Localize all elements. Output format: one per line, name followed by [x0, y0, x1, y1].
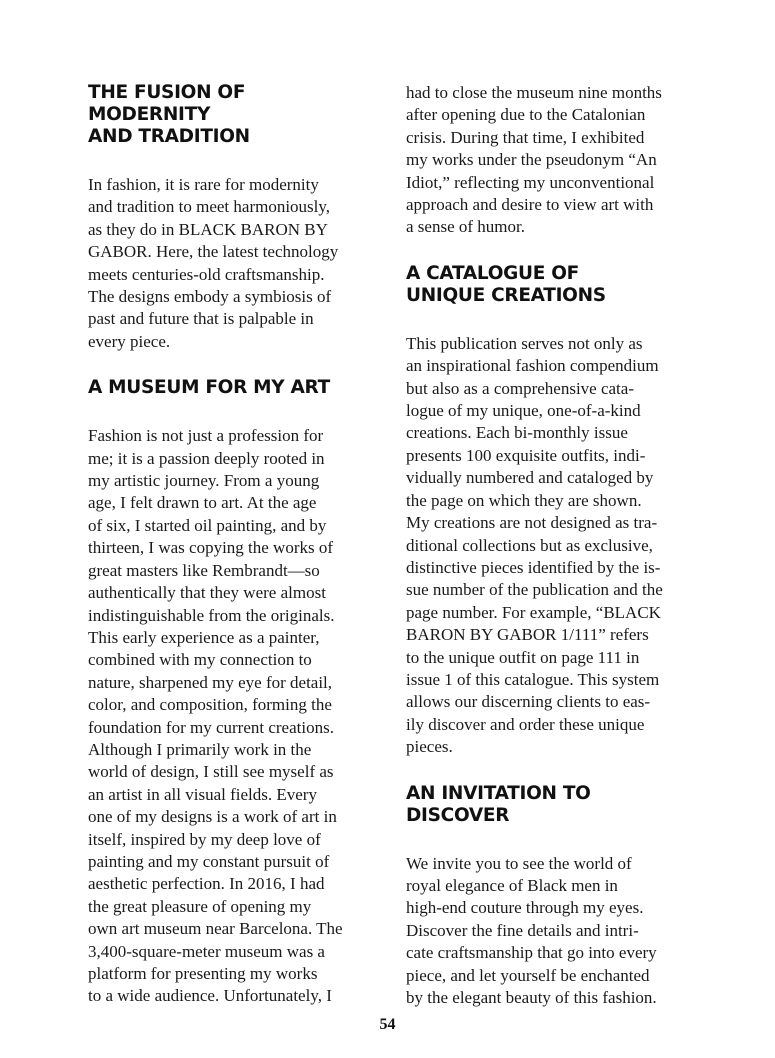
section-heading-invitation: AN INVITATION TO DISCOVER — [406, 782, 591, 826]
text-line: the page on which they are shown. — [406, 490, 642, 510]
text-line: every piece. — [88, 331, 171, 351]
text-line: 3,400-square-meter museum was a — [88, 941, 325, 961]
text-line: nature, sharpened my eye for detail, — [88, 672, 333, 692]
text-line: ily discover and order these unique — [406, 714, 645, 734]
text-line: great masters like Rembrandt—so — [88, 560, 320, 580]
text-line: GABOR. Here, the latest technology — [88, 242, 339, 262]
section-heading-catalogue — [406, 263, 688, 307]
text-line: world of design, I still see myself as — [88, 762, 334, 782]
text-line: approach and desire to view art with — [406, 195, 654, 215]
section-heading-fusion — [88, 82, 370, 148]
text-line: Idiot,” reflecting my unconventional — [406, 172, 655, 192]
text-line: authentically that they were almost — [88, 583, 326, 603]
text-line: my artistic journey. From a young — [88, 471, 320, 491]
paragraph-invitation — [406, 853, 688, 1010]
text-line: allows our discerning clients to eas- — [406, 692, 651, 712]
paragraph-catalogue — [406, 333, 688, 759]
heading-line: AND TRADITION — [88, 126, 250, 147]
text-line: age, I felt drawn to art. At the age — [88, 493, 317, 513]
text-line: logue of my unique, one-of-a-kind — [406, 401, 641, 421]
text-line: piece, and let yourself be enchanted — [406, 965, 650, 985]
text-line: My creations are not designed as tra- — [406, 513, 658, 533]
text-line: distinctive pieces identified by the is- — [406, 557, 661, 577]
text-line: sue number of the publication and the — [406, 580, 663, 600]
text-line: to the unique outfit on page 111 in — [406, 647, 640, 667]
text-line: We invite you to see the world of — [406, 853, 632, 873]
text-line: In fashion, it is rare for modernity — [88, 175, 319, 194]
text-line: The designs embody a symbiosis of — [88, 287, 332, 307]
right-column — [406, 82, 688, 1009]
text-line: royal elegance of Black men in — [406, 875, 618, 895]
text-line: Fashion is not just a profession for — [88, 426, 324, 446]
heading-line: UNIQUE CREATIONS — [406, 284, 606, 306]
text-line: high-end couture through my eyes. — [406, 898, 644, 918]
text-line: color, and composition, forming the — [88, 695, 332, 715]
text-line: and tradition to meet harmoniously, — [88, 197, 331, 217]
text-line: one of my designs is a work of art in — [88, 807, 337, 827]
text-line: crisis. During that time, I exhibited — [406, 127, 645, 147]
text-line: Discover the fine details and intri- — [406, 920, 639, 940]
text-line: past and future that is palpable in — [88, 309, 314, 329]
text-line: my works under the pseudonym “An — [406, 150, 657, 170]
heading-line: A CATALOGUE OF — [406, 262, 580, 284]
text-line: ditional collections but as exclusive, — [406, 535, 653, 555]
section-heading-museum: A MUSEUM FOR MY ART — [88, 377, 330, 399]
text-line: but also as a comprehensive cata- — [406, 378, 634, 398]
text-line: platform for presenting my works — [88, 964, 318, 983]
text-line: of six, I started oil painting, and by — [88, 515, 327, 535]
text-line: combined with my connection to — [88, 650, 312, 670]
text-line: painting and my constant pursuit of — [88, 851, 330, 871]
text-line: page number. For example, “BLACK — [406, 602, 661, 622]
text-line: me; it is a passion deeply rooted in — [88, 448, 325, 468]
text-line: This early experience as a painter, — [88, 627, 320, 647]
text-line: itself, inspired by my deep love of — [88, 829, 321, 849]
text-line: Although I primarily work in the — [88, 739, 312, 759]
text-line: the great pleasure of opening my — [88, 896, 312, 916]
text-line: by the elegant beauty of this fashion. — [406, 988, 657, 1007]
text-line: issue 1 of this catalogue. This system — [406, 669, 660, 689]
text-line: meets centuries-old craftsmanship. — [88, 264, 325, 284]
text-line: This publication serves not only as — [406, 333, 643, 353]
text-line: BARON BY GABOR 1/111” refers — [406, 625, 649, 645]
text-line: a sense of humor. — [406, 217, 525, 237]
text-line: cate craftsmanship that go into every — [406, 943, 657, 963]
text-line: an inspirational fashion compendium — [406, 356, 659, 376]
text-line: to a wide audience. Unfortunately, I — [88, 986, 332, 1006]
paragraph-museum-continued — [406, 82, 688, 239]
text-line: thirteen, I was copying the works of — [88, 538, 334, 558]
text-line: vidually numbered and cataloged by — [406, 468, 654, 488]
text-line: as they do in BLACK BARON BY — [88, 219, 328, 239]
text-line: own art museum near Barcelona. The — [88, 919, 343, 939]
left-column — [88, 82, 370, 1008]
text-line: creations. Each bi-monthly issue — [406, 423, 628, 443]
text-line: foundation for my current creations. — [88, 717, 334, 737]
text-line: an artist in all visual fields. Every — [88, 784, 317, 804]
text-line: aesthetic perfection. In 2016, I had — [88, 874, 325, 894]
paragraph-museum — [88, 425, 370, 1008]
text-line: had to close the museum nine months — [406, 83, 662, 102]
text-line: after opening due to the Catalonian — [406, 105, 646, 125]
heading-line: THE FUSION OF MODERNITY — [88, 82, 246, 125]
text-line: pieces. — [406, 737, 453, 757]
paragraph-fusion — [88, 174, 370, 353]
page-number: 54 — [379, 1016, 396, 1033]
text-line: indistinguishable from the originals. — [88, 605, 335, 625]
text-line: presents 100 exquisite outfits, indi- — [406, 445, 646, 465]
